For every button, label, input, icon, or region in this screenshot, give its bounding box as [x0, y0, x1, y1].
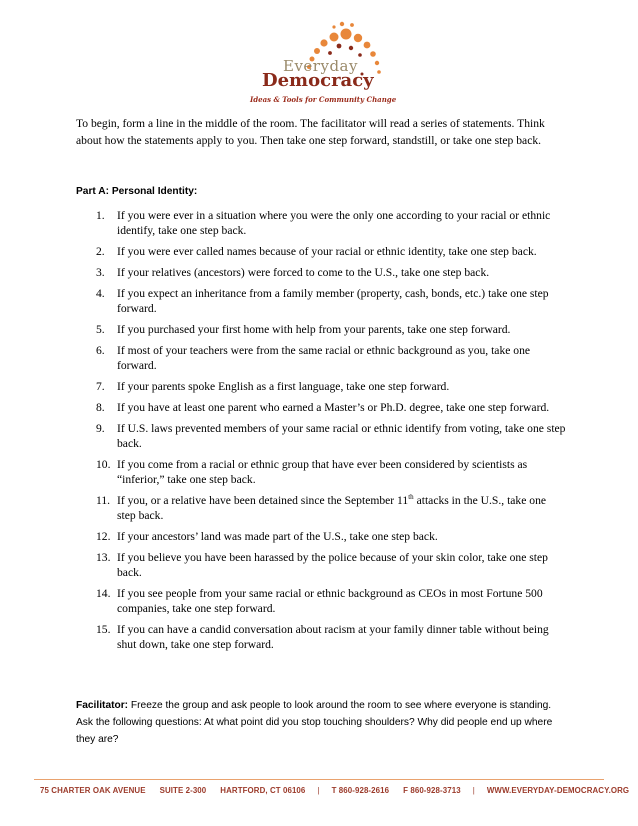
- footer-divider: [34, 779, 604, 780]
- item-text: If most of your teachers were from the same racial or ethnic background as you, take one forward.: [117, 344, 531, 372]
- item-text: If your relatives (ancestors) were forced to come to the U.S., take one step back.: [117, 266, 490, 279]
- list-item: [96, 286, 566, 316]
- item-text: If you see people from your same racial or ethnic background as CEOs in most Fortune 500 companies, take one step forward.: [117, 587, 543, 615]
- item-text: If you were ever called names because of your racial or ethnic identity, take one step back.: [117, 245, 537, 258]
- item-number: 2.: [96, 245, 105, 258]
- item-text: If you expect an inheritance from a family member (property, cash, bonds, etc.) take one step forward.: [117, 287, 549, 315]
- list-item: [96, 622, 566, 652]
- item-number: 13.: [96, 551, 111, 564]
- footer-fax: F 860-928-3713: [403, 786, 461, 795]
- item-text: If you purchased your first home with help from your parents, take one step forward.: [117, 323, 511, 336]
- item-text-before: If you, or a relative have been detained since the September 11: [117, 494, 409, 507]
- item-text: If your ancestors’ land was made part of the U.S., take one step back.: [117, 530, 438, 543]
- intro-paragraph: To begin, form a line in the middle of the room. The facilitator will read a series of statements. Think about how the statements apply to you. Then take one step forward, standstill, or take one step back.: [76, 117, 545, 147]
- statement-list: [96, 208, 566, 658]
- list-item: [96, 421, 566, 451]
- logo-word-everyday: Everyday: [283, 57, 358, 75]
- footer-phone: T 860-928-2616: [331, 786, 390, 795]
- footer-contact: [40, 786, 630, 795]
- list-item: [96, 265, 566, 280]
- list-item: [96, 400, 566, 415]
- item-number: 8.: [96, 401, 105, 414]
- item-number: 15.: [96, 623, 111, 636]
- footer-address: 75 CHARTER OAK AVENUE: [40, 786, 146, 795]
- ordinal-suffix: th: [408, 493, 414, 502]
- item-number: 10.: [96, 458, 111, 471]
- facilitator-text: Freeze the group and ask people to look around the room to see where everyone is standing. Ask the following questions: At what point did you stop touching shoulders? Why did people end up where they are?: [76, 700, 553, 745]
- list-item: [96, 208, 566, 238]
- list-item: [96, 322, 566, 337]
- item-text-after: attacks in the U.S., take one step back.: [117, 494, 547, 522]
- logo-word-democracy: Democracy: [262, 70, 374, 91]
- footer-city: HARTFORD, CT 06106: [220, 786, 306, 795]
- part-a-heading: Part A: Personal Identity:: [76, 186, 198, 197]
- item-number: 3.: [96, 266, 105, 279]
- item-number: 9.: [96, 422, 105, 435]
- item-number: 11.: [96, 494, 111, 507]
- list-item: [96, 586, 566, 616]
- list-item: [96, 244, 566, 259]
- item-number: 7.: [96, 380, 105, 393]
- logo-tagline: Ideas & Tools for Community Change: [250, 95, 397, 104]
- footer-separator: |: [472, 786, 475, 795]
- list-item: [96, 529, 566, 544]
- footer-website[interactable]: WWW.EVERYDAY-DEMOCRACY.ORG: [486, 786, 630, 795]
- item-text: If you believe you have been harassed by the police because of your skin color, take one step back.: [117, 551, 548, 579]
- item-number: 1.: [96, 209, 105, 222]
- item-number: 12.: [96, 530, 111, 543]
- item-number: 4.: [96, 287, 105, 300]
- item-number: 14.: [96, 587, 111, 600]
- facilitator-note: [76, 697, 566, 748]
- footer-separator: |: [317, 786, 320, 795]
- item-text: If you were ever in a situation where you were the only one according to your racial or ethnic identify, take one step back.: [117, 209, 551, 237]
- item-text: If you can have a candid conversation about racism at your family dinner table without being shut down, take one step forward.: [117, 623, 549, 651]
- item-text: If you have at least one parent who earned a Master’s or Ph.D. degree, take one step forward.: [117, 401, 550, 414]
- item-text: If U.S. laws prevented members of your same racial or ethnic identify from voting, take one step back.: [117, 422, 566, 450]
- footer-suite: SUITE 2-300: [159, 786, 207, 795]
- item-text: If you come from a racial or ethnic group that have ever been considered by scientists as “inferior,” take one step back.: [117, 458, 528, 486]
- list-item: [96, 493, 566, 523]
- list-item: [96, 343, 566, 373]
- facilitator-label: Facilitator:: [76, 700, 129, 711]
- list-item: [96, 550, 566, 580]
- item-number: 6.: [96, 344, 105, 357]
- item-number: 5.: [96, 323, 105, 336]
- list-item: [96, 457, 566, 487]
- item-text: [117, 493, 566, 523]
- list-item: [96, 379, 566, 394]
- item-text: If your parents spoke English as a first language, take one step forward.: [117, 380, 450, 393]
